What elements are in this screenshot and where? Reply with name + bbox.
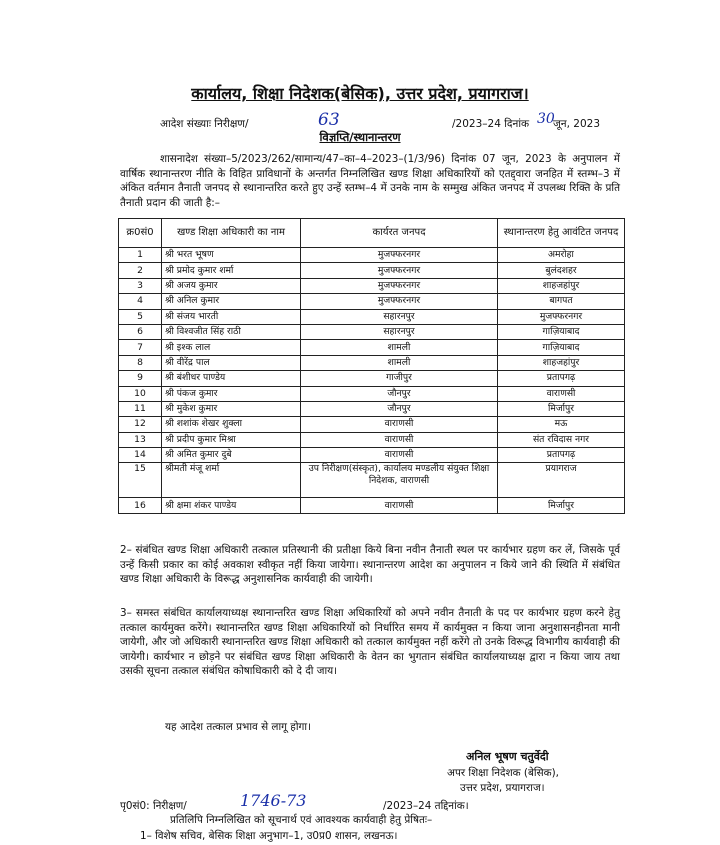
- serial-cell: 9: [119, 371, 162, 386]
- col-officer-header: खण्ड शिक्षा अधिकारी का नाम: [162, 219, 301, 248]
- intro-paragraph: शासनादेश संख्या–5/2023/262/सामान्य/47–का–4–2023–(1/3/96) दिनांक 07 जून, 2023 के अनुपालन में वार्षिक स्थानान्तरण नीति के विहित प्राविधानों के अन्तर्गत निम्नलिखित खण्ड शिक्षा अधिकारियों को एतद्द्वारा जनहित में स्तम्भ–3 में अंकित वर्तमान तैनाती जनपद से स्थानान्तरित करते हुए उन्हें स्तम्भ–4 में उनके नाम के सम्मुख अंकित जनपद में उपलब्ध रिक्ति के प्रति तैनाती प्रदान की जाती है:–: [120, 153, 620, 209]
- new-district-cell: मिर्जापुर: [498, 498, 625, 513]
- serial-cell: 15: [119, 463, 162, 498]
- office-title: कार्यालय, शिक्षा निदेशक(बेसिक), उत्तर प्रदेश, प्रयागराज।: [191, 84, 529, 103]
- serial-cell: 5: [119, 309, 162, 324]
- table-row: [119, 309, 625, 324]
- serial-cell: 4: [119, 294, 162, 309]
- current-district-cell: वाराणसी: [301, 417, 498, 432]
- endorsement-number-handwritten: 1746-73: [240, 791, 307, 810]
- current-district-cell: गाजीपुर: [301, 371, 498, 386]
- effect-line: यह आदेश तत्काल प्रभाव से लागू होगा।: [165, 721, 311, 733]
- new-district-cell: संत रविदास नगर: [498, 432, 625, 447]
- table-row: [119, 432, 625, 447]
- col-current-district-header: कार्यरत जनपद: [301, 219, 498, 248]
- order-year-date: /2023–24 दिनांक: [452, 118, 530, 130]
- current-district-cell: उप निरीक्षण(संस्कृत), कार्यालय मण्डलीय संयुक्त शिक्षा निदेशक, वाराणसी: [301, 463, 498, 498]
- current-district-cell: शामली: [301, 340, 498, 355]
- officer-name-cell: श्री मुकेश कुमार: [162, 401, 301, 416]
- table-row: [119, 498, 625, 513]
- current-district-cell: वाराणसी: [301, 448, 498, 463]
- table-row: [119, 417, 625, 432]
- current-district-cell: सहारनपुर: [301, 309, 498, 324]
- signatory-name: अनिल भूषण चतुर्वेदी: [466, 750, 549, 763]
- serial-cell: 10: [119, 386, 162, 401]
- current-district-cell: मुजफ्फरनगर: [301, 278, 498, 293]
- signatory-location: उत्तर प्रदेश, प्रयागराज।: [460, 782, 545, 794]
- officer-name-cell: श्री शशांक शेखर शुक्ला: [162, 417, 301, 432]
- table-row: [119, 263, 625, 278]
- table-row: [119, 386, 625, 401]
- officer-name-cell: श्री अमित कुमार दुबे: [162, 448, 301, 463]
- new-district-cell: प्रयागराज: [498, 463, 625, 498]
- table-row: [119, 324, 625, 339]
- order-day-handwritten: 30: [537, 111, 555, 127]
- copy-item-1: 1– विशेष सचिव, बेसिक शिक्षा अनुभाग–1, उ0प्र0 शासन, लखनऊ।: [140, 830, 398, 842]
- paragraph-2: 2– संबंधित खण्ड शिक्षा अधिकारी तत्काल प्रतिस्थानी की प्रतीक्षा किये बिना नवीन तैनाती स्थल पर कार्यभार ग्रहण कर लें, जिसके पूर्व उन्हें किसी प्रकार का कोई अवकाश स्वीकृत नहीं किया जायेगा। स्थानान्तरण आदेश का अनुपालन न किये जाने की स्थिति में संबंधित खण्ड शिक्षा अधिकारी के विरूद्ध अनुशासनिक कार्यवाही की जायेगी।: [120, 544, 620, 586]
- current-district-cell: वाराणसी: [301, 498, 498, 513]
- new-district-cell: शाहजहांपुर: [498, 278, 625, 293]
- paragraph-3: 3– समस्त संबंधित कार्यालयाध्यक्ष स्थानान्तरित खण्ड शिक्षा अधिकारियों को अपने नवीन तैनाती के पद पर कार्यभार ग्रहण करने हेतु तत्काल कार्यमुक्त करेंगे। स्थानान्तरित खण्ड शिक्षा अधिकारियों को निर्धारित समय में कार्यमुक्त न किया जाना अनुशासनहीनता मानी जायेगी, और जो अधिकारी स्थानान्तरित खण्ड शिक्षा अधिकारी को तत्काल कार्यमुक्त नहीं करेंगे तो उनके विरूद्ध विभागीय कार्यवाही की जायेगी। कार्यभार न छोड़ने पर संबंधित खण्ड शिक्षा अधिकारी के वेतन का भुगतान संबंधित कार्यालयाध्यक्ष द्वारा न किया जाय तथा उसकी सूचना तत्काल संबंधित कोषाधिकारी को दे दी जाय।: [120, 607, 620, 678]
- current-district-cell: जौनपुर: [301, 401, 498, 416]
- new-district-cell: गाज़ियाबाद: [498, 324, 625, 339]
- endorsement-label: पृ0सं0: निरीक्षण/: [120, 800, 187, 812]
- transfer-table: [118, 218, 625, 514]
- table-row: [119, 340, 625, 355]
- officer-name-cell: श्री अनिल कुमार: [162, 294, 301, 309]
- new-district-cell: अमरोहा: [498, 248, 625, 263]
- serial-cell: 13: [119, 432, 162, 447]
- current-district-cell: मुजफ्फरनगर: [301, 294, 498, 309]
- table-row: [119, 401, 625, 416]
- new-district-cell: वाराणसी: [498, 386, 625, 401]
- new-district-cell: प्रतापगढ़: [498, 371, 625, 386]
- serial-cell: 1: [119, 248, 162, 263]
- order-label: आदेश संख्याः निरीक्षण/: [160, 118, 249, 130]
- new-district-cell: शाहजहांपुर: [498, 355, 625, 370]
- officer-name-cell: श्री भरत भूषण: [162, 248, 301, 263]
- new-district-cell: मुजफ्फरनगर: [498, 309, 625, 324]
- table-header-row: [119, 219, 625, 248]
- table-row: [119, 294, 625, 309]
- current-district-cell: वाराणसी: [301, 432, 498, 447]
- col-new-district-header: स्थानान्तरण हेतु आवंटित जनपद: [498, 219, 625, 248]
- officer-name-cell: श्री प्रमोद कुमार शर्मा: [162, 263, 301, 278]
- current-district-cell: मुजफ्फरनगर: [301, 248, 498, 263]
- order-month-year: जून, 2023: [553, 118, 601, 130]
- table-row: [119, 355, 625, 370]
- current-district-cell: सहारनपुर: [301, 324, 498, 339]
- current-district-cell: जौनपुर: [301, 386, 498, 401]
- officer-name-cell: श्रीमती मंजू शर्मा: [162, 463, 301, 498]
- officer-name-cell: श्री विश्वजीत सिंह राठी: [162, 324, 301, 339]
- signatory-designation: अपर शिक्षा निदेशक (बेसिक),: [447, 767, 559, 779]
- officer-name-cell: श्री पंकज कुमार: [162, 386, 301, 401]
- officer-name-cell: श्री प्रदीप कुमार मिश्रा: [162, 432, 301, 447]
- copy-line: प्रतिलिपि निम्नलिखित को सूचनार्थ एवं आवश्यक कार्यवाही हेतु प्रेषितः–: [170, 814, 433, 826]
- serial-cell: 6: [119, 324, 162, 339]
- new-district-cell: बुलंदशहर: [498, 263, 625, 278]
- new-district-cell: गाज़ियाबाद: [498, 340, 625, 355]
- new-district-cell: प्रतापगढ़: [498, 448, 625, 463]
- serial-cell: 11: [119, 401, 162, 416]
- endorsement-year-date: /2023–24 तद्दिनांक।: [383, 800, 469, 812]
- serial-cell: 12: [119, 417, 162, 432]
- officer-name-cell: श्री अजय कुमार: [162, 278, 301, 293]
- table-row: [119, 371, 625, 386]
- serial-cell: 16: [119, 498, 162, 513]
- officer-name-cell: श्री इश्क लाल: [162, 340, 301, 355]
- table-row: [119, 278, 625, 293]
- notice-subtitle: विज्ञप्ति/स्थानान्तरण: [319, 130, 401, 144]
- table-row: [119, 448, 625, 463]
- new-district-cell: मऊ: [498, 417, 625, 432]
- col-serial-header: क्र0सं0: [119, 219, 162, 248]
- officer-name-cell: श्री क्षमा शंकर पाण्डेय: [162, 498, 301, 513]
- officer-name-cell: श्री संजय भारती: [162, 309, 301, 324]
- new-district-cell: बागपत: [498, 294, 625, 309]
- table-row: [119, 248, 625, 263]
- table-row: [119, 463, 625, 498]
- current-district-cell: शामली: [301, 355, 498, 370]
- current-district-cell: मुजफ्फरनगर: [301, 263, 498, 278]
- order-number-handwritten: 63: [318, 110, 340, 130]
- officer-name-cell: श्री बंशीधर पाण्डेय: [162, 371, 301, 386]
- serial-cell: 3: [119, 278, 162, 293]
- serial-cell: 7: [119, 340, 162, 355]
- serial-cell: 2: [119, 263, 162, 278]
- serial-cell: 8: [119, 355, 162, 370]
- officer-name-cell: श्री वीरेंद्र पाल: [162, 355, 301, 370]
- serial-cell: 14: [119, 448, 162, 463]
- new-district-cell: मिर्जापुर: [498, 401, 625, 416]
